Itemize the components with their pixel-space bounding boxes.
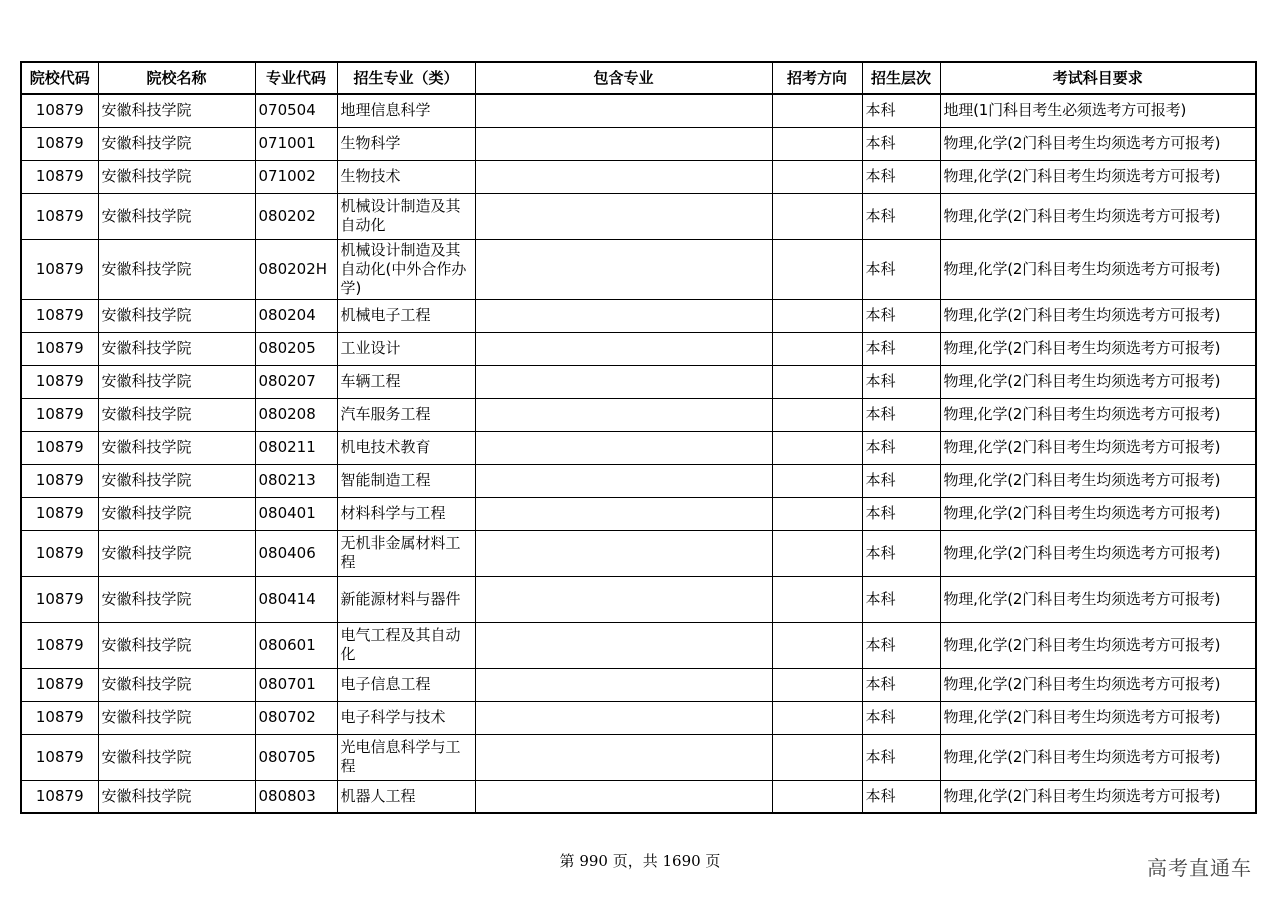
subject-requirement-cell: 物理,化学(2门科目考生均须选考方可报考) — [940, 701, 1256, 734]
major-code-cell: 080702 — [255, 701, 337, 734]
subject-requirement-cell: 物理,化学(2门科目考生均须选考方可报考) — [940, 497, 1256, 530]
level-cell: 本科 — [862, 299, 940, 332]
direction-cell — [772, 576, 862, 622]
direction-cell — [772, 530, 862, 576]
header-school-code: 院校代码 — [21, 62, 98, 94]
school-code-cell: 10879 — [21, 239, 98, 299]
school-code-cell: 10879 — [21, 780, 98, 813]
major-name-cell: 车辆工程 — [337, 365, 475, 398]
school-name-cell: 安徽科技学院 — [98, 701, 255, 734]
school-name-cell: 安徽科技学院 — [98, 127, 255, 160]
school-name-cell: 安徽科技学院 — [98, 398, 255, 431]
direction-cell — [772, 193, 862, 239]
level-cell: 本科 — [862, 576, 940, 622]
table-row — [21, 780, 1256, 813]
subject-requirement-cell: 物理,化学(2门科目考生均须选考方可报考) — [940, 780, 1256, 813]
major-name-cell: 生物科学 — [337, 127, 475, 160]
major-name-cell: 机器人工程 — [337, 780, 475, 813]
school-code-cell: 10879 — [21, 701, 98, 734]
major-code-cell: 080705 — [255, 734, 337, 780]
subject-requirement-cell: 物理,化学(2门科目考生均须选考方可报考) — [940, 734, 1256, 780]
table-row — [21, 398, 1256, 431]
included-majors-cell — [475, 701, 772, 734]
level-cell: 本科 — [862, 530, 940, 576]
major-name-cell: 光电信息科学与工程 — [337, 734, 475, 780]
included-majors-cell — [475, 464, 772, 497]
table-header — [21, 62, 1256, 94]
direction-cell — [772, 239, 862, 299]
school-code-cell: 10879 — [21, 530, 98, 576]
table-row — [21, 668, 1256, 701]
included-majors-cell — [475, 668, 772, 701]
level-cell: 本科 — [862, 94, 940, 127]
subject-requirement-cell: 物理,化学(2门科目考生均须选考方可报考) — [940, 576, 1256, 622]
included-majors-cell — [475, 94, 772, 127]
subject-requirement-cell: 物理,化学(2门科目考生均须选考方可报考) — [940, 622, 1256, 668]
major-name-cell: 汽车服务工程 — [337, 398, 475, 431]
included-majors-cell — [475, 530, 772, 576]
header-major: 招生专业（类） — [337, 62, 475, 94]
watermark: 高考直通车 — [1147, 856, 1252, 880]
major-name-cell: 电子科学与技术 — [337, 701, 475, 734]
major-name-cell: 机械电子工程 — [337, 299, 475, 332]
major-name-cell: 智能制造工程 — [337, 464, 475, 497]
major-code-cell: 071001 — [255, 127, 337, 160]
included-majors-cell — [475, 622, 772, 668]
level-cell: 本科 — [862, 127, 940, 160]
school-name-cell: 安徽科技学院 — [98, 193, 255, 239]
level-cell: 本科 — [862, 701, 940, 734]
table-row — [21, 365, 1256, 398]
level-cell: 本科 — [862, 780, 940, 813]
level-cell: 本科 — [862, 497, 940, 530]
table-row — [21, 299, 1256, 332]
school-code-cell: 10879 — [21, 668, 98, 701]
level-cell: 本科 — [862, 398, 940, 431]
level-cell: 本科 — [862, 365, 940, 398]
included-majors-cell — [475, 780, 772, 813]
subject-requirement-cell: 物理,化学(2门科目考生均须选考方可报考) — [940, 398, 1256, 431]
direction-cell — [772, 127, 862, 160]
school-code-cell: 10879 — [21, 576, 98, 622]
table-row — [21, 332, 1256, 365]
table-row — [21, 94, 1256, 127]
school-name-cell: 安徽科技学院 — [98, 622, 255, 668]
included-majors-cell — [475, 576, 772, 622]
page-number: 第 990 页，共 1690 页 — [559, 852, 721, 870]
major-name-cell: 机械设计制造及其自动化 — [337, 193, 475, 239]
major-code-cell: 080414 — [255, 576, 337, 622]
header-major-code: 专业代码 — [255, 62, 337, 94]
school-name-cell: 安徽科技学院 — [98, 780, 255, 813]
direction-cell — [772, 365, 862, 398]
direction-cell — [772, 299, 862, 332]
included-majors-cell — [475, 160, 772, 193]
subject-requirement-cell: 物理,化学(2门科目考生均须选考方可报考) — [940, 464, 1256, 497]
direction-cell — [772, 94, 862, 127]
subject-requirement-cell: 物理,化学(2门科目考生均须选考方可报考) — [940, 668, 1256, 701]
subject-requirement-cell: 地理(1门科目考生必须选考方可报考) — [940, 94, 1256, 127]
major-code-cell: 080205 — [255, 332, 337, 365]
level-cell: 本科 — [862, 239, 940, 299]
major-name-cell: 生物技术 — [337, 160, 475, 193]
level-cell: 本科 — [862, 622, 940, 668]
level-cell: 本科 — [862, 734, 940, 780]
included-majors-cell — [475, 734, 772, 780]
major-name-cell: 无机非金属材料工程 — [337, 530, 475, 576]
school-code-cell: 10879 — [21, 431, 98, 464]
major-code-cell: 071002 — [255, 160, 337, 193]
level-cell: 本科 — [862, 431, 940, 464]
level-cell: 本科 — [862, 464, 940, 497]
school-name-cell: 安徽科技学院 — [98, 332, 255, 365]
major-code-cell: 080213 — [255, 464, 337, 497]
subject-requirement-cell: 物理,化学(2门科目考生均须选考方可报考) — [940, 160, 1256, 193]
direction-cell — [772, 431, 862, 464]
major-code-cell: 080204 — [255, 299, 337, 332]
school-code-cell: 10879 — [21, 299, 98, 332]
included-majors-cell — [475, 365, 772, 398]
table-row — [21, 576, 1256, 622]
school-code-cell: 10879 — [21, 464, 98, 497]
school-code-cell: 10879 — [21, 497, 98, 530]
major-code-cell: 080207 — [255, 365, 337, 398]
school-code-cell: 10879 — [21, 160, 98, 193]
level-cell: 本科 — [862, 332, 940, 365]
school-name-cell: 安徽科技学院 — [98, 668, 255, 701]
direction-cell — [772, 780, 862, 813]
major-name-cell: 材料科学与工程 — [337, 497, 475, 530]
header-school-name: 院校名称 — [98, 62, 255, 94]
major-name-cell: 工业设计 — [337, 332, 475, 365]
school-code-cell: 10879 — [21, 398, 98, 431]
level-cell: 本科 — [862, 193, 940, 239]
direction-cell — [772, 734, 862, 780]
major-code-cell: 080202 — [255, 193, 337, 239]
header-direction: 招考方向 — [772, 62, 862, 94]
direction-cell — [772, 332, 862, 365]
table-row — [21, 734, 1256, 780]
direction-cell — [772, 398, 862, 431]
header-row — [21, 62, 1256, 94]
school-code-cell: 10879 — [21, 734, 98, 780]
school-name-cell: 安徽科技学院 — [98, 464, 255, 497]
school-name-cell: 安徽科技学院 — [98, 94, 255, 127]
subject-requirement-cell: 物理,化学(2门科目考生均须选考方可报考) — [940, 530, 1256, 576]
major-code-cell: 080202H — [255, 239, 337, 299]
school-name-cell: 安徽科技学院 — [98, 160, 255, 193]
table-body — [21, 94, 1256, 813]
direction-cell — [772, 464, 862, 497]
subject-requirement-cell: 物理,化学(2门科目考生均须选考方可报考) — [940, 431, 1256, 464]
major-name-cell: 电子信息工程 — [337, 668, 475, 701]
included-majors-cell — [475, 299, 772, 332]
included-majors-cell — [475, 127, 772, 160]
table-row — [21, 530, 1256, 576]
major-name-cell: 新能源材料与器件 — [337, 576, 475, 622]
level-cell: 本科 — [862, 668, 940, 701]
included-majors-cell — [475, 239, 772, 299]
school-name-cell: 安徽科技学院 — [98, 299, 255, 332]
subject-requirement-cell: 物理,化学(2门科目考生均须选考方可报考) — [940, 365, 1256, 398]
included-majors-cell — [475, 332, 772, 365]
school-code-cell: 10879 — [21, 193, 98, 239]
included-majors-cell — [475, 193, 772, 239]
major-code-cell: 080211 — [255, 431, 337, 464]
school-code-cell: 10879 — [21, 332, 98, 365]
school-name-cell: 安徽科技学院 — [98, 734, 255, 780]
school-name-cell: 安徽科技学院 — [98, 497, 255, 530]
school-name-cell: 安徽科技学院 — [98, 239, 255, 299]
table-row — [21, 622, 1256, 668]
table-row — [21, 464, 1256, 497]
direction-cell — [772, 160, 862, 193]
school-code-cell: 10879 — [21, 127, 98, 160]
direction-cell — [772, 701, 862, 734]
table-row — [21, 239, 1256, 299]
major-name-cell: 机电技术教育 — [337, 431, 475, 464]
level-cell: 本科 — [862, 160, 940, 193]
major-code-cell: 070504 — [255, 94, 337, 127]
major-code-cell: 080401 — [255, 497, 337, 530]
major-name-cell: 电气工程及其自动化 — [337, 622, 475, 668]
admissions-table — [20, 61, 1257, 814]
major-code-cell: 080601 — [255, 622, 337, 668]
table-row — [21, 127, 1256, 160]
subject-requirement-cell: 物理,化学(2门科目考生均须选考方可报考) — [940, 239, 1256, 299]
header-included-majors: 包含专业 — [475, 62, 772, 94]
direction-cell — [772, 622, 862, 668]
included-majors-cell — [475, 431, 772, 464]
major-code-cell: 080803 — [255, 780, 337, 813]
included-majors-cell — [475, 398, 772, 431]
school-name-cell: 安徽科技学院 — [98, 530, 255, 576]
subject-requirement-cell: 物理,化学(2门科目考生均须选考方可报考) — [940, 299, 1256, 332]
school-name-cell: 安徽科技学院 — [98, 576, 255, 622]
table-row — [21, 701, 1256, 734]
major-name-cell: 地理信息科学 — [337, 94, 475, 127]
direction-cell — [772, 497, 862, 530]
header-level: 招生层次 — [862, 62, 940, 94]
table-row — [21, 193, 1256, 239]
school-code-cell: 10879 — [21, 94, 98, 127]
included-majors-cell — [475, 497, 772, 530]
school-code-cell: 10879 — [21, 622, 98, 668]
direction-cell — [772, 668, 862, 701]
subject-requirement-cell: 物理,化学(2门科目考生均须选考方可报考) — [940, 332, 1256, 365]
header-subject-requirement: 考试科目要求 — [940, 62, 1256, 94]
table-row — [21, 497, 1256, 530]
table-row — [21, 431, 1256, 464]
major-code-cell: 080701 — [255, 668, 337, 701]
subject-requirement-cell: 物理,化学(2门科目考生均须选考方可报考) — [940, 127, 1256, 160]
major-name-cell: 机械设计制造及其自动化(中外合作办学) — [337, 239, 475, 299]
school-code-cell: 10879 — [21, 365, 98, 398]
subject-requirement-cell: 物理,化学(2门科目考生均须选考方可报考) — [940, 193, 1256, 239]
school-name-cell: 安徽科技学院 — [98, 365, 255, 398]
school-name-cell: 安徽科技学院 — [98, 431, 255, 464]
table-row — [21, 160, 1256, 193]
major-code-cell: 080406 — [255, 530, 337, 576]
major-code-cell: 080208 — [255, 398, 337, 431]
